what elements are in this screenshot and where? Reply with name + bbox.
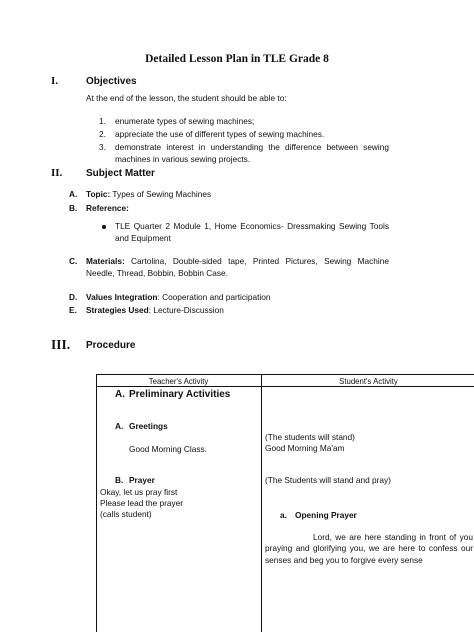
procedure-heading: Procedure (86, 340, 136, 351)
prayer-text: Lord, we are here standing in front of you praying and glorifying you, we are here to confess our senses and beg you to forgive every sense (265, 532, 473, 565)
materials-letter: C. (69, 256, 78, 266)
strategies-letter: E. (69, 305, 77, 315)
teacher-greeting: Good Morning Class. (129, 444, 207, 454)
student-activity-header: Student's Activity (339, 377, 398, 386)
values-letter: D. (69, 292, 78, 302)
teacher-prayer-line: Okay, let us pray first (100, 487, 178, 497)
preliminary-activities-title: Preliminary Activities (129, 389, 231, 400)
reference-label: Reference: (86, 203, 129, 213)
objective-item: enumerate types of sewing machines; (115, 116, 255, 126)
opening-prayer-letter: a. (280, 510, 287, 520)
subject-matter-heading: Subject Matter (86, 168, 155, 179)
greetings-title: Greetings (129, 421, 168, 431)
values-line (86, 292, 270, 302)
bullet-icon (102, 225, 106, 229)
objective-number: 3. (99, 142, 106, 152)
materials-label: Materials: (86, 256, 125, 266)
prayer-letter: B. (115, 475, 124, 485)
topic-value: Types of Sewing Machines (110, 189, 212, 199)
student-greeting-response: Good Morning Ma'am (265, 443, 345, 453)
strategies-line (86, 305, 224, 315)
objectives-heading: Objectives (86, 76, 137, 87)
prayer-title: Prayer (129, 475, 155, 485)
teacher-activity-header: Teacher's Activity (148, 377, 209, 386)
strategies-value: : Lecture-Discussion (148, 305, 224, 315)
topic-line (86, 189, 211, 199)
teacher-prayer-line: Please lead the prayer (100, 498, 184, 508)
teacher-prayer-line: (calls student) (100, 509, 152, 519)
greetings-letter: A. (115, 421, 124, 431)
values-value: : Cooperation and participation (157, 292, 271, 302)
table-column-divider (261, 374, 262, 632)
section-numeral-subject-matter: II. (51, 167, 63, 179)
document-title: Detailed Lesson Plan in TLE Grade 8 (145, 53, 329, 65)
materials-line (86, 256, 389, 279)
objective-item: appreciate the use of different types of sewing machines. (115, 129, 325, 139)
objectives-intro: At the end of the lesson, the student should be able to: (86, 93, 287, 103)
objective-number: 2. (99, 129, 106, 139)
opening-prayer-title: Opening Prayer (295, 510, 357, 520)
section-numeral-procedure: III. (51, 337, 71, 352)
table-header-divider (96, 386, 474, 387)
reference-letter: B. (69, 203, 78, 213)
materials-value: Cartolina, Double-sided tape, Printed Pictures, Sewing Machine Needle, Thread, Bobbin, Bobbin Case. (86, 256, 389, 278)
student-prayer-action: (The Students will stand and pray) (265, 475, 391, 485)
preliminary-letter: A. (115, 389, 125, 400)
objective-item: demonstrate interest in understanding the difference between sewing machines in various sewing projects. (115, 142, 389, 164)
topic-letter: A. (69, 189, 78, 199)
section-numeral-objectives: I. (51, 75, 59, 87)
topic-label: Topic: (86, 189, 111, 199)
student-greeting-action: (The students will stand) (265, 432, 355, 442)
objective-number: 1. (99, 116, 106, 126)
strategies-label: Strategies Used (86, 305, 149, 315)
values-label: Values Integration (86, 292, 158, 302)
reference-item: TLE Quarter 2 Module 1, Home Economics- Dressmaking Sewing Tools and Equipment (115, 221, 389, 243)
